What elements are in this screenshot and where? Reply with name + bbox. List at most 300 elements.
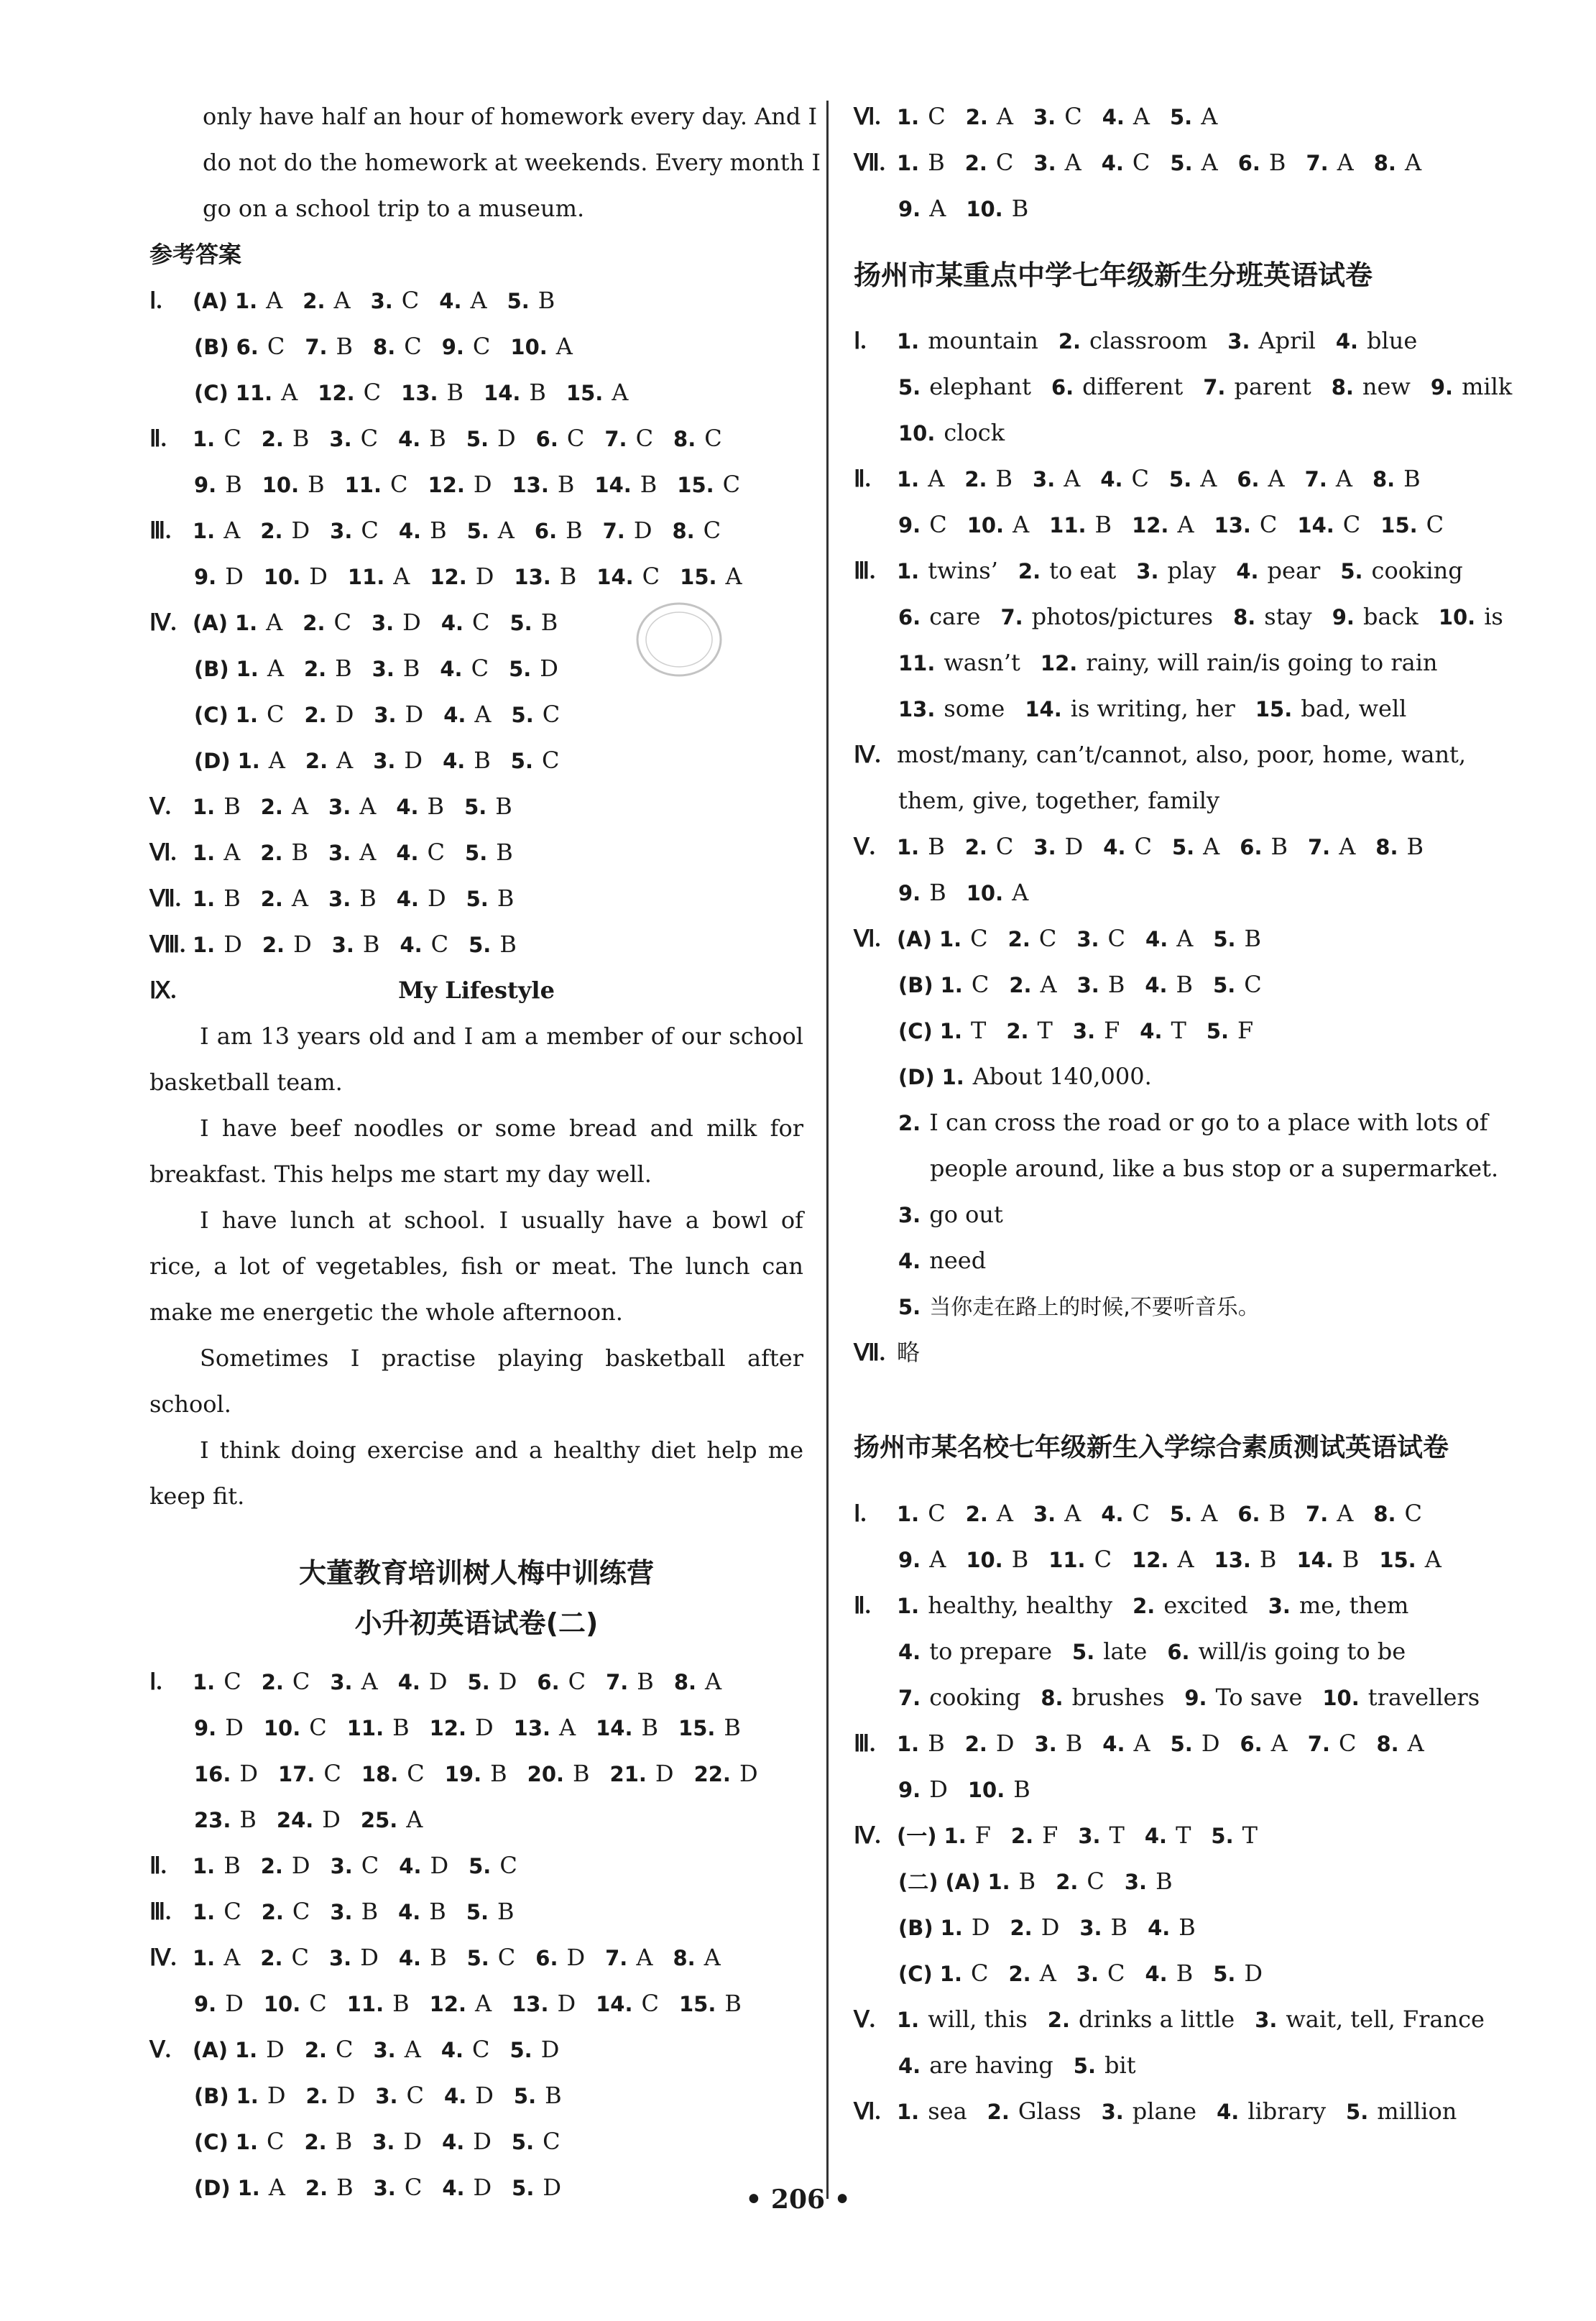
answer-row: [193, 931, 537, 958]
question-number: 8.: [1041, 1686, 1064, 1710]
question-number: 2.: [260, 1854, 283, 1878]
answer-value: D: [402, 609, 421, 636]
answer-value: A: [470, 287, 487, 314]
question-number: 15.: [678, 1716, 716, 1740]
section-2: Ⅱ. 1. C 2. B 3. C 4. B 5. D 6. C 7. C 8. C 9. B 10. B 11. C 12. D 13. B 14. B 15. C: [149, 415, 803, 507]
answer-value: classroom: [1089, 327, 1208, 354]
question-number: 2.: [987, 2100, 1010, 2124]
answer-value: plane: [1132, 2098, 1197, 2125]
answer-row: [897, 2098, 1477, 2125]
answer-item: [467, 517, 515, 544]
question-number: 23.: [194, 1808, 231, 1832]
answer-value: B: [1406, 833, 1424, 860]
question-number: 4.: [1140, 1019, 1163, 1043]
exam3-section-6: Ⅵ. (A) 1. C 2. C 3. C 4. A 5. B (B) 1. C 2. A 3. B 4. B 5. C (C) 1. T 2. T 3. F 4. T 5. F (D) 1. About 140,000. 2. I can cross the road or go to a place with lots of people around, like a bus stop or a supermarket. 3. go out 4. need 5. 当你走在路上的时候,不要听音乐。: [854, 925, 1499, 1320]
question-number: 4.: [1148, 1916, 1171, 1940]
answer-value: T: [1176, 1822, 1191, 1849]
right-column: [854, 93, 1515, 2134]
question-number: 4.: [1145, 973, 1168, 997]
answer-row: [193, 793, 532, 820]
answer-item: [1332, 373, 1411, 400]
answer-value: A: [291, 885, 309, 912]
answer-value: A: [223, 839, 241, 866]
question-number: 5.: [507, 289, 530, 313]
answer-item: [445, 1760, 507, 1787]
answer-item: [604, 425, 653, 452]
answer-item: [897, 149, 945, 176]
answer-value: C: [1107, 1960, 1125, 1987]
answer-row: [236, 701, 580, 728]
answer-item: [1035, 1730, 1083, 1757]
question-number: 1.: [940, 973, 963, 997]
answer-value: A: [1337, 1500, 1354, 1527]
answer-item: [940, 1017, 987, 1044]
answer-value: April: [1258, 327, 1316, 354]
question-number: 2.: [303, 657, 327, 681]
answer-item: [262, 471, 325, 498]
answer-item: [469, 931, 517, 958]
answer-item: [1308, 1730, 1357, 1757]
question-number: 7.: [1304, 467, 1327, 492]
answer-item: [466, 425, 516, 452]
answer-value: B: [1268, 1500, 1286, 1527]
answer-item: [262, 931, 312, 958]
question-number: 5.: [465, 841, 488, 865]
answer-value: B: [497, 1898, 515, 1925]
answer-item: [898, 649, 1020, 676]
exam4-section-4: Ⅳ. (一) 1. F 2. F 3. T 4. T 5. T (二) (A) 1. B 2. C 3. B (B) 1. D 2. D 3. B 4. B (C) 1. C 2. A 3. C 4. B 5. D: [854, 1812, 1515, 1996]
answer-item: [510, 609, 558, 636]
answer-value: C: [1132, 1500, 1150, 1527]
question-number: 7.: [1000, 605, 1023, 629]
question-number: 5.: [466, 1900, 489, 1924]
answer-value: B: [392, 1714, 410, 1741]
question-number: 1.: [897, 151, 920, 175]
answer-value: A: [361, 1668, 378, 1695]
answer-item: [512, 701, 561, 728]
question-number: 1.: [235, 703, 258, 727]
answer-item: [680, 563, 742, 590]
answer-item: [1379, 1546, 1441, 1573]
question-number: 2.: [303, 289, 326, 313]
question-number: 15.: [1380, 513, 1418, 537]
exam2-section-5: Ⅴ. (A) 1. D 2. C 3. A 4. C 5. D (B) 1. D 2. D 3. C 4. D 5. B (C) 1. C 2. B 3. D 4. D 5. C (D) 1. A 2. B 3. C 4. D 5. D: [149, 2026, 803, 2210]
question-number: 8.: [1375, 835, 1398, 859]
question-number: 3.: [373, 749, 396, 773]
answer-value: B: [430, 1944, 447, 1971]
answer-item: [193, 1898, 241, 1925]
answer-item: [1237, 1500, 1286, 1527]
answer-row: [898, 195, 1048, 222]
answer-row: [193, 1852, 538, 1879]
question-number: 2.: [1008, 1962, 1031, 1986]
answer-row: [236, 333, 593, 360]
answer-item: [348, 563, 410, 590]
question-number: 3.: [1076, 973, 1099, 997]
question-number: 5.: [1346, 2100, 1369, 2124]
answer-item: [1136, 557, 1216, 584]
answer-item: [679, 1990, 742, 2017]
answer-item: [261, 793, 308, 820]
answer-value: D: [497, 425, 516, 452]
answer-value: A: [928, 465, 945, 492]
answer-item: [514, 563, 576, 590]
answer-item: [1041, 1684, 1164, 1711]
question-number: 1.: [193, 1854, 216, 1878]
answer-value: D: [929, 1776, 948, 1803]
question-number: 3.: [330, 1900, 353, 1924]
answer-item: [264, 1714, 327, 1741]
answer-value: D: [566, 1944, 586, 1971]
answer-item: [1133, 1592, 1248, 1619]
answer-item: [465, 839, 513, 866]
answer-value: D: [655, 1760, 674, 1787]
answer-value: A: [1270, 1730, 1288, 1757]
answer-value: T: [1242, 1822, 1258, 1849]
answer-value: is: [1484, 603, 1503, 630]
question-number: 8.: [1233, 605, 1256, 629]
answer-item: [673, 1944, 720, 1971]
section-1: Ⅰ. (A) 1. A 2. A 3. C 4. A 5. B (B) 6. C 7. B 8. C 9. C 10. A (C) 11. A 12. C 13. B 14. B 15. A: [149, 277, 803, 415]
exam4-section-1: Ⅰ. 1. C 2. A 3. A 4. C 5. A 6. B 7. A 8. C 9. A 10. B 11. C 12. A 13. B 14. B 15. A: [854, 1490, 1515, 1582]
question-number: 14.: [596, 1992, 633, 2016]
answer-item: [1077, 971, 1125, 998]
answer-value: B: [223, 793, 241, 820]
answer-value: C: [642, 563, 660, 590]
answer-item: [966, 195, 1028, 222]
answer-item: [328, 885, 377, 912]
answer-item: [194, 471, 242, 498]
question-number: 5.: [1170, 1502, 1193, 1526]
answer-item: [399, 517, 447, 544]
answer-item: [193, 885, 241, 912]
answer-value: A: [1407, 1730, 1424, 1757]
answer-item: [987, 2098, 1081, 2125]
answer-item: [236, 2128, 285, 2155]
question-number: 14.: [1296, 1548, 1334, 1572]
answer-value: B: [573, 1760, 590, 1787]
question-number: 2.: [964, 835, 987, 859]
answer-value: A: [996, 1500, 1013, 1527]
answer-item: [193, 1944, 240, 1971]
answer-item: [260, 839, 308, 866]
answer-value: D: [543, 2174, 562, 2201]
answer-value: D: [473, 2128, 492, 2155]
question-number: 2.: [261, 1670, 284, 1694]
question-number: 7.: [604, 427, 627, 451]
question-number: 2.: [1006, 1019, 1029, 1043]
answer-item: [514, 2082, 562, 2109]
answer-value: B: [929, 879, 946, 906]
question-number: 5.: [1169, 467, 1192, 492]
answer-value: A: [1177, 1546, 1194, 1573]
answer-row: [898, 419, 1025, 446]
answer-item: [303, 287, 350, 314]
answer-value: B: [392, 1990, 410, 2017]
question-number: 6.: [1240, 1732, 1263, 1756]
answer-item: [1236, 557, 1320, 584]
answer-value: B: [335, 2128, 353, 2155]
answer-item: [262, 1668, 310, 1695]
question-number: 1.: [234, 2038, 258, 2062]
essay-title: My Lifestyle: [398, 977, 555, 1004]
answer-value: B: [1013, 1776, 1030, 1803]
question-number: 9.: [194, 565, 217, 589]
answer-item: [1033, 465, 1080, 492]
exam2-section-1: Ⅰ. 1. C 2. C 3. A 4. D 5. D 6. C 7. B 8. A 9. D 10. C 11. B 12. D 13. A 14. B 15. B 16. D 17. C 18. C 19. B 20. B 21. D 22. D 23. B 24. D 25. A: [149, 1658, 803, 1842]
answer-item: [261, 1852, 310, 1879]
answer-value: C: [497, 1944, 516, 1971]
answer-item: [398, 425, 446, 452]
answer-item: [1172, 833, 1219, 860]
answer-value: D: [322, 1806, 341, 1833]
question-number: 4.: [396, 795, 419, 819]
answer-item: [304, 701, 354, 728]
answer-item: [1000, 603, 1213, 630]
question-number: 1.: [193, 1900, 216, 1924]
answer-item: [610, 1760, 674, 1787]
answer-value: B: [1107, 971, 1125, 998]
answer-item: [1167, 1638, 1406, 1665]
answer-item: [1145, 1960, 1193, 1987]
question-number: 6.: [236, 335, 259, 359]
answer-item: [536, 425, 585, 452]
answer-value: A: [223, 1944, 241, 1971]
answer-value: B: [1403, 465, 1421, 492]
answer-value: elephant: [929, 373, 1031, 400]
question-number: 9.: [898, 197, 921, 221]
section-9-essay: Ⅸ. My Lifestyle I am 13 years old and I am a member of our school basketball team. I have beef noodles or some bread and milk for breakfast. This helps me start my day well. I have lunch at school. I usually have a bowl of rice, a lot of vegetables, fish or meat. The lunch can make me energetic the whole afternoon. Sometimes I practise playing basketball after school. I think doing exercise and a healthy diet help me keep fit.: [149, 967, 803, 1519]
answer-value: T: [1109, 1822, 1125, 1849]
question-number: 2.: [305, 749, 328, 773]
question-number: 2.: [1007, 927, 1030, 951]
question-number: 3.: [373, 2038, 396, 2062]
answer-item: [372, 2128, 422, 2155]
answer-value: A: [1200, 465, 1217, 492]
answer-value: million: [1377, 2098, 1457, 2125]
question-number: 1.: [193, 1946, 216, 1970]
question-number: 6.: [534, 519, 558, 543]
question-number: 4.: [397, 1670, 420, 1694]
question-number: 14.: [1025, 697, 1062, 721]
question-number: 10.: [967, 513, 1005, 537]
question-number: 12.: [429, 1716, 466, 1740]
question-number: 13.: [898, 697, 936, 721]
answer-value: D: [475, 563, 494, 590]
answer-item: [397, 885, 446, 912]
question-number: 3.: [1101, 2100, 1124, 2124]
question-number: 5.: [1073, 2054, 1096, 2078]
answer-item: [401, 379, 463, 406]
question-number: 5.: [1072, 1640, 1095, 1664]
answer-value: A: [393, 563, 410, 590]
answer-item: [374, 701, 423, 728]
answer-value: D: [430, 1852, 449, 1879]
answer-value: milk: [1462, 373, 1513, 400]
question-number: 10.: [1322, 1686, 1360, 1710]
answer-row: [194, 1760, 778, 1787]
answer-item: [897, 103, 946, 130]
answer-value: is writing, her: [1070, 695, 1235, 722]
question-number: 13.: [1214, 513, 1251, 537]
answer-value: T: [1037, 1017, 1053, 1044]
answer-item: [897, 1730, 945, 1757]
question-number: 5.: [509, 611, 532, 635]
answer-item: [941, 971, 990, 998]
answer-value: A: [704, 1944, 721, 1971]
answer-item: [466, 885, 515, 912]
section-4: Ⅳ. (A) 1. A 2. C 3. D 4. C 5. B (B) 1. A 2. B 3. B 4. C 5. D (C) 1. C 2. D 3. D 4. A 5. C (D) 1. A 2. A 3. D 4. B 5. C: [149, 599, 803, 783]
question-number: 12.: [1132, 513, 1169, 537]
answer-value: D: [1201, 1730, 1220, 1757]
answer-item: [194, 1714, 244, 1741]
answer-item: [264, 563, 328, 590]
answer-row: [944, 1822, 1278, 1849]
answer-item: [1336, 327, 1417, 354]
answer-value: C: [970, 925, 988, 952]
answer-value: D: [291, 1852, 310, 1879]
answer-value: A: [1176, 925, 1194, 952]
answer-row: [897, 149, 1442, 176]
answer-item: [361, 1760, 425, 1787]
answer-value: A: [1133, 103, 1150, 130]
answer-item: [400, 931, 448, 958]
answer-item: [193, 839, 240, 866]
answer-item: [236, 333, 285, 360]
answer-value: B: [429, 425, 446, 452]
answer-value: B: [223, 885, 241, 912]
answer-row: [898, 1684, 1500, 1711]
answer-value: A: [705, 1668, 722, 1695]
question-number: 4.: [1101, 1502, 1124, 1526]
question-number: 10.: [898, 421, 936, 446]
answer-value: B: [928, 1730, 945, 1757]
answer-value: To save: [1215, 1684, 1303, 1711]
answer-item: [1213, 971, 1262, 998]
answer-value: D: [473, 2174, 492, 2201]
question-number: 3.: [1033, 467, 1056, 492]
answer-value: D: [335, 701, 354, 728]
answer-item: [672, 517, 721, 544]
answer-item: [898, 419, 1005, 446]
question-number: 2.: [305, 2176, 328, 2200]
answer-item: [372, 655, 420, 682]
answer-value: A: [336, 747, 354, 774]
answer-item: [1102, 103, 1150, 130]
answer-value: A: [1335, 465, 1352, 492]
answer-row: [898, 695, 1426, 722]
question-number: 5.: [510, 749, 533, 773]
answer-row: [898, 1546, 1462, 1573]
question-number: 5.: [1170, 1732, 1193, 1756]
question-number: 2.: [1058, 329, 1081, 354]
answer-value: B: [1259, 1546, 1277, 1573]
question-number: 1.: [897, 467, 920, 492]
answer-value: C: [389, 471, 408, 498]
exam-subtitle: 小升初英语试卷(二): [354, 1607, 599, 1639]
answer-value: B: [1270, 833, 1288, 860]
question-number: 2.: [260, 795, 283, 819]
answer-item: [1140, 1017, 1186, 1044]
answer-item: [374, 2036, 421, 2063]
question-number: 3.: [372, 2130, 395, 2154]
exam4-section-3: Ⅲ. 1. B 2. D 3. B 4. A 5. D 6. A 7. C 8. A 9. D 10. B: [854, 1720, 1515, 1812]
question-number: 4.: [396, 887, 419, 911]
answer-item: [277, 1806, 341, 1833]
answer-item: [1076, 1960, 1125, 1987]
answer-item: [677, 471, 740, 498]
answer-item: [235, 2036, 285, 2063]
question-number: 1.: [939, 1019, 962, 1043]
exam2-section-2: Ⅱ. 1. B 2. D 3. C 4. D 5. C: [149, 1842, 803, 1888]
question-number: 4.: [440, 611, 464, 635]
answer-item: [442, 2128, 492, 2155]
answer-item: [1008, 925, 1057, 952]
answer-value: C: [361, 517, 379, 544]
answer-item: [898, 195, 946, 222]
question-number: 11.: [235, 381, 273, 405]
answer-value: C: [309, 1714, 327, 1741]
answer-item: [1011, 1822, 1058, 1849]
answer-value: D: [633, 517, 652, 544]
question-number: 2.: [304, 2038, 328, 2062]
question-number: 1.: [237, 749, 260, 773]
question-number: 5.: [467, 1670, 490, 1694]
question-number: 14.: [484, 381, 521, 405]
answer-value: B: [496, 839, 513, 866]
question-number: 2.: [262, 933, 285, 957]
answer-item: [897, 1592, 1112, 1619]
answer-value: travellers: [1367, 1684, 1480, 1711]
question-number: 6.: [1051, 375, 1074, 400]
page-number: • 206 •: [745, 2184, 851, 2215]
essay-paragraph: I am 13 years old and I am a member of our school basketball team.: [149, 1023, 803, 1096]
answer-item: [1240, 833, 1288, 860]
exam3-section-7: Ⅶ. 略: [854, 1339, 921, 1366]
question-number: 1.: [897, 2100, 920, 2124]
exam4-section-2: Ⅱ. 1. healthy, healthy 2. excited 3. me, them 4. to prepare 5. late 6. will/is going to be 7. cooking 8. brushes 9. To save 10. travellers: [854, 1582, 1515, 1720]
question-number: 10.: [1438, 605, 1476, 629]
answer-value: B: [1176, 1960, 1194, 1987]
essay-paragraph: Sometimes I practise playing basketball after school.: [149, 1344, 803, 1418]
question-number: 1.: [897, 2008, 920, 2032]
question-number: 1.: [234, 289, 258, 313]
answer-value: C: [223, 1898, 241, 1925]
answer-item: [305, 747, 353, 774]
answer-value: to prepare: [929, 1638, 1053, 1665]
answer-item: [1148, 1914, 1196, 1941]
answer-item: [1214, 1546, 1277, 1573]
answer-value: C: [928, 103, 946, 130]
question-number: 3.: [1255, 2008, 1278, 2032]
answer-value: D: [995, 1730, 1015, 1757]
answer-value: D: [474, 1714, 494, 1741]
question-number: 1.: [940, 1916, 963, 1940]
answer-value: clock: [944, 419, 1005, 446]
question-number: 2.: [1010, 1824, 1034, 1848]
answer-row: [897, 465, 1441, 492]
question-number: 10.: [966, 881, 1004, 905]
question-number: 9.: [1332, 605, 1355, 629]
answer-item: [329, 425, 378, 452]
question-number: 1.: [193, 887, 216, 911]
answer-item: [1207, 1017, 1253, 1044]
question-number: 4.: [399, 1854, 422, 1878]
question-number: 15.: [678, 1992, 716, 2016]
answer-item: [262, 425, 310, 452]
question-number: 5.: [1213, 1962, 1236, 1986]
question-number: 3.: [1033, 1502, 1056, 1526]
